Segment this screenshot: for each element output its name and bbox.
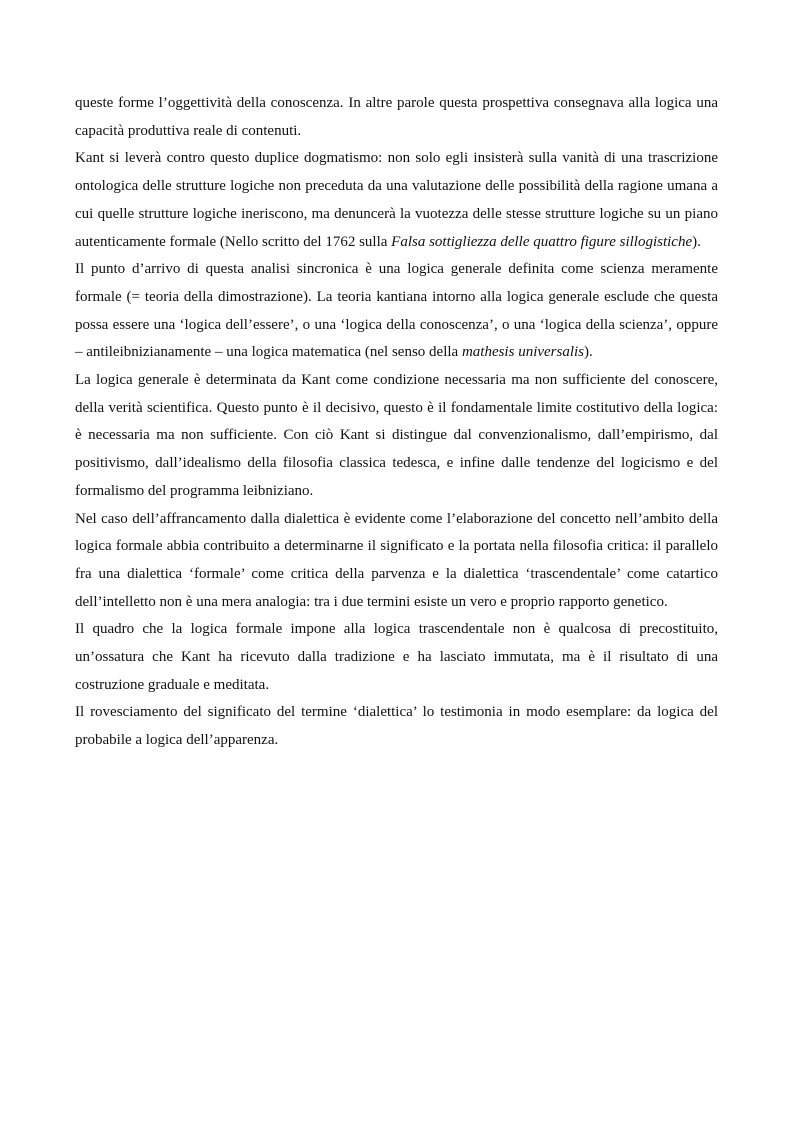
paragraph-1 bbox=[75, 90, 718, 145]
book-title: Falsa sottigliezza delle quattro figure sillogistiche bbox=[391, 233, 693, 250]
paragraph-4 bbox=[75, 367, 718, 506]
paragraph-text: Il rovesciamento del significato del termine ‘dialettica’ lo testimonia in modo esemplare: da logica del probabile a logica dell’apparenza. bbox=[75, 704, 718, 749]
paragraph-text: Il punto d’arrivo di questa analisi sincronica è una logica generale definita come scienza meramente formale (= teoria della dimostrazione). La teoria kantiana intorno alla logica generale esclude che questa possa essere una ‘logica dell’essere’, o una ‘logica della conoscenza’, o una ‘logica della scienza’, oppure – antileibnizianamente – una logica matematica (nel senso della bbox=[75, 261, 718, 361]
paragraph-text: Il quadro che la logica formale impone alla logica trascendentale non è qualcosa di precostituito, un’ossatura che Kant ha ricevuto dalla tradizione e ha lasciato immutata, ma è il risultato di una costruzione graduale e meditata. bbox=[75, 621, 718, 693]
paragraph-6 bbox=[75, 616, 718, 699]
paragraph-text: La logica generale è determinata da Kant come condizione necessaria ma non sufficiente del conoscere, della verità scientifica. Questo punto è il decisivo, questo è il fondamentale limite costitutivo della logica: è necessaria ma non sufficiente. Con ciò Kant si distingue dal convenzionalismo, dall’empirismo, dal positivismo, dall’idealismo della filosofia classica tedesca, e infine dalle tendenze del logicismo e del formalismo del programma leibniziano. bbox=[75, 372, 718, 499]
paragraph-text: ). bbox=[584, 344, 593, 361]
paragraph-text: Nel caso dell’affrancamento dalla dialettica è evidente come l’elaborazione del concetto nell’ambito della logica formale abbia contribuito a determinarne il significato e la portata nella filosofia critica: il parallelo fra una dialettica ‘formale’ come critica della parvenza e la dialettica ‘trascendentale’ come catartico dell’intelletto non è una mera analogia: tra i due termini esiste un vero e proprio rapporto genetico. bbox=[75, 510, 718, 610]
paragraph-3 bbox=[75, 256, 718, 367]
paragraph-5 bbox=[75, 506, 718, 617]
paragraph-text: Kant si leverà contro questo duplice dogmatismo: non solo egli insisterà sulla vanità di una trascrizione ontologica delle strutture logiche non preceduta da una valutazione delle possibilità della ragione umana a cui quelle strutture logiche ineriscono, ma denuncerà la vuotezza delle stesse strutture logiche su un piano autenticamente formale (Nello scritto del 1762 sulla bbox=[75, 150, 718, 250]
paragraph-text: queste forme l’oggettività della conoscenza. In altre parole questa prospettiva consegnava alla logica una capacità produttiva reale di contenuti. bbox=[75, 95, 718, 139]
paragraph-text: ). bbox=[692, 233, 701, 250]
latin-term: mathesis universalis bbox=[461, 344, 585, 361]
paragraph-2 bbox=[75, 145, 718, 256]
document-body bbox=[75, 90, 718, 755]
paragraph-7 bbox=[75, 699, 718, 754]
